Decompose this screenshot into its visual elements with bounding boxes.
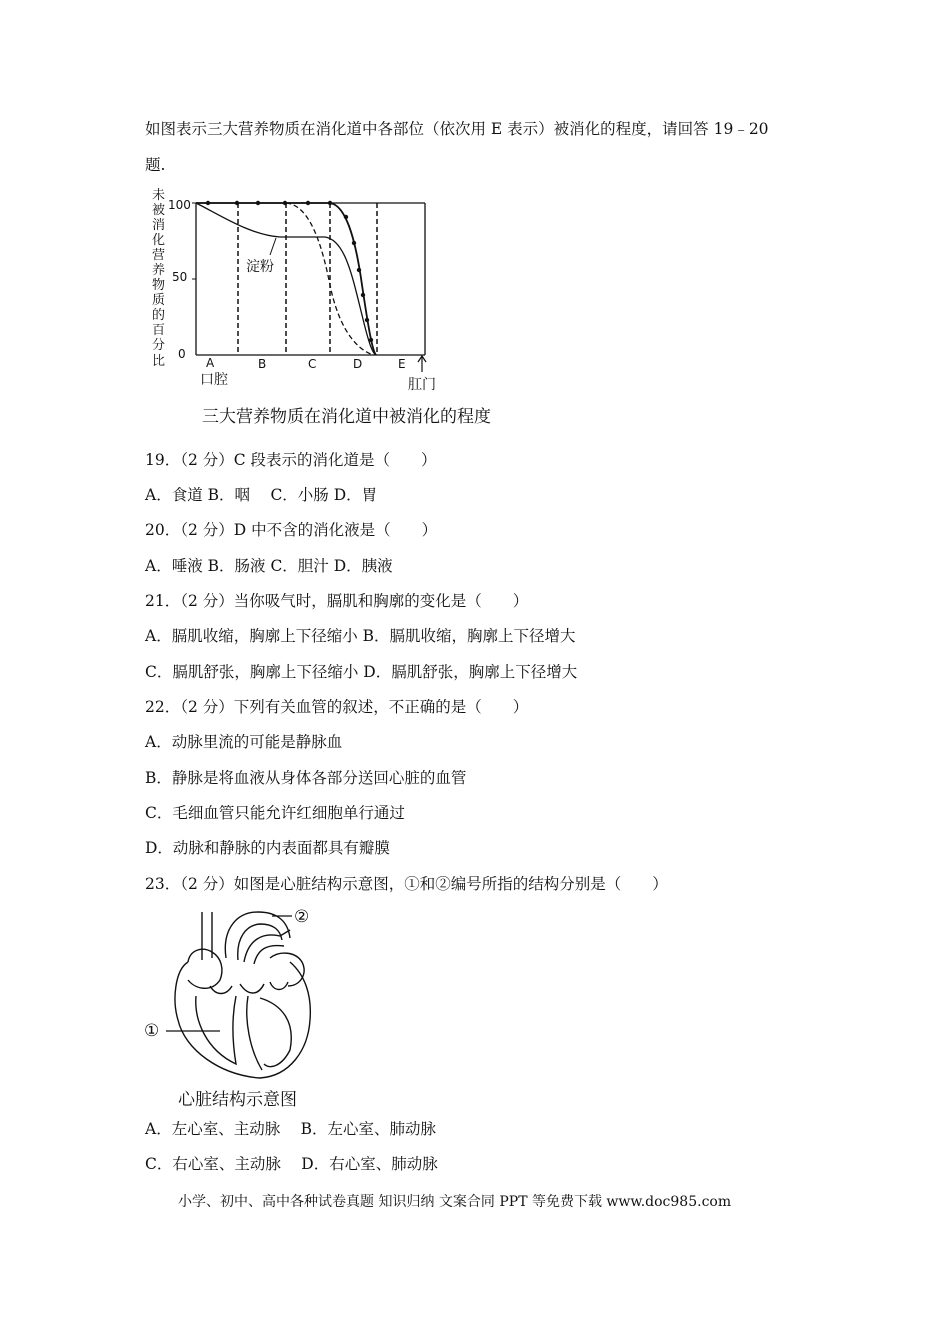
ylabel-char: 营 (152, 248, 166, 263)
tick-50: 50 (172, 270, 188, 284)
page-footer: 小学、初中、高中各种试卷真题 知识归纳 文案合同 PPT 等免费下载 www.doc985.com (178, 1194, 732, 1210)
starch-pointer (270, 238, 276, 255)
heart-figure-caption: 心脏结构示意图 (178, 1090, 297, 1110)
y-ticks (168, 198, 191, 361)
intro-text-line2: 题. (145, 156, 166, 174)
tick-100: 100 (168, 198, 191, 212)
ylabel-char: 化 (152, 233, 166, 248)
segment-e: E (398, 357, 406, 371)
question-21-options-cd: C．膈肌舒张，胸廓上下径缩小 D．膈肌舒张，胸廓上下径增大 (145, 663, 578, 681)
starch-label: 淀粉 (246, 259, 274, 275)
ylabel-char: 质 (152, 293, 166, 308)
heart-label-2: ② (294, 907, 310, 927)
question-22-option-b: B．静脉是将血液从身体各部分送回心脏的血管 (145, 769, 467, 787)
ylabel-char: 的 (152, 308, 166, 323)
question-20-stem: 20．（2 分）D 中不含的消化液是（ ） (145, 521, 438, 539)
ylabel-char: 被 (152, 203, 166, 218)
left-ventricle (260, 998, 291, 1067)
segment-c: C (308, 357, 317, 371)
question-23-options-cd: C．右心室、主动脉 D．右心室、肺动脉 (145, 1155, 438, 1173)
right-atrium (188, 949, 222, 988)
question-22-option-a: A．动脉里流的可能是静脉血 (145, 733, 343, 751)
question-21-options-ab: A．膈肌收缩，胸廓上下径缩小 B．膈肌收缩，胸廓上下径增大 (145, 627, 576, 645)
mouth-label: 口腔 (200, 372, 228, 388)
segment-d: D (353, 357, 363, 371)
heart-outline (175, 962, 310, 1078)
tick-0: 0 (178, 347, 186, 361)
intro-text-line1: 如图表示三大营养物质在消化道中各部位（依次用 E 表示）被消化的程度，请回答 19﹣20 (145, 120, 769, 138)
right-ventricle (196, 996, 236, 1064)
segment-dividers (238, 203, 377, 355)
segment-a: A (206, 356, 215, 370)
anus-label: 肛门 (408, 377, 436, 393)
ylabel-char: 养 (152, 263, 166, 278)
valves (210, 982, 288, 994)
segment-b: B (258, 357, 267, 371)
ylabel-char: 比 (152, 354, 166, 369)
ylabel-char: 百 (152, 323, 166, 338)
question-23-options-ab: A．左心室、主动脉 B．左心室、肺动脉 (145, 1120, 437, 1138)
digestion-figure (140, 185, 500, 430)
question-19-options: A．食道 B．咽 C．小肠 D．胃 (145, 486, 378, 504)
question-21-stem: 21．（2 分）当你吸气时，膈肌和胸廓的变化是（ ） (145, 592, 529, 610)
ylabel-char: 物 (152, 278, 166, 293)
question-22-option-c: C．毛细血管只能允许红细胞单行通过 (145, 804, 405, 822)
digestion-figure-caption: 三大营养物质在消化道中被消化的程度 (202, 407, 491, 427)
vena-cava (202, 912, 212, 960)
segment-labels (206, 356, 406, 371)
question-23-stem: 23．（2 分）如图是心脏结构示意图，①和②编号所指的结构分别是（ ） (145, 875, 668, 893)
left-atrium (270, 953, 304, 986)
ylabel-char: 分 (152, 338, 166, 353)
question-22-option-d: D．动脉和静脉的内表面都具有瓣膜 (145, 839, 390, 857)
question-22-stem: 22．（2 分）下列有关血管的叙述，不正确的是（ ） (145, 698, 529, 716)
ylabel-char: 消 (152, 218, 166, 233)
y-axis-label (152, 187, 165, 369)
ylabel-char: 未 (152, 188, 166, 203)
pulmonary-artery (244, 930, 290, 964)
heart-label-1: ① (144, 1021, 160, 1041)
question-20-options: A．唾液 B．肠液 C．胆汁 D．胰液 (145, 557, 393, 575)
question-19-stem: 19．（2 分）C 段表示的消化道是（ ） (145, 451, 437, 469)
heart-figure (140, 900, 340, 1080)
septum (247, 996, 262, 1070)
